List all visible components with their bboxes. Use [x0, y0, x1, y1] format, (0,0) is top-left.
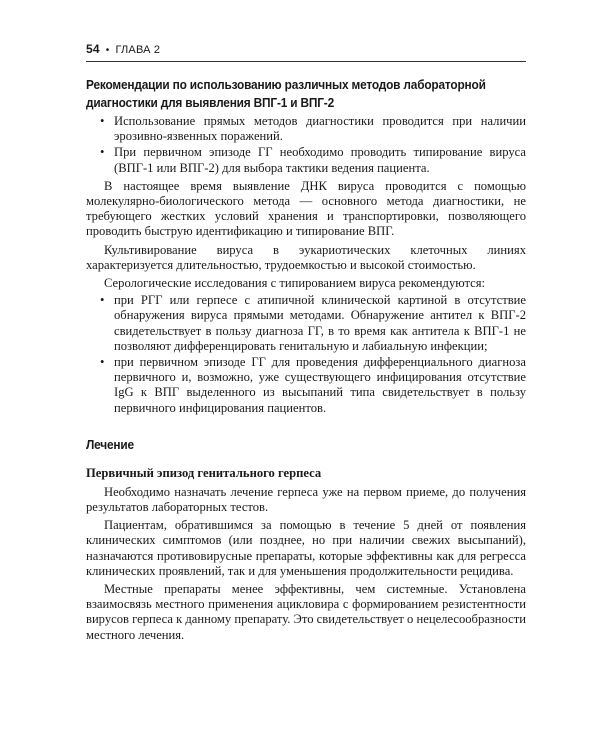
bullet-icon: •: [100, 293, 105, 308]
book-page: [86, 42, 526, 643]
subheading-primary-episode: Первичный эпизод генитального герпеса: [86, 465, 322, 480]
paragraph-dna-detection: В настоящее время выявление ДНК вируса проводится с помощью молекулярно-биологического метода — основного метода диагностики, не требующего жестких условий хранения и транспортировки, позволяющего проводить быструю идентификацию и типирование ВПГ.: [86, 178, 526, 239]
list-item-text: при РГГ или герпесе с атипичной клинической картиной в отсутствие обнаружения вируса прямыми методами. Обнаружение антител к ВПГ-2 свидетельствует в пользу диагноза ГГ, в то время как антитела к ВПГ-1 не позволяют дифференцировать генитальную и лабиальную инфекции;: [114, 293, 526, 353]
list-item: [86, 293, 526, 354]
chapter-label: ГЛАВА 2: [115, 44, 161, 56]
list-item-text: При первичном эпизоде ГГ необходимо проводить типирование вируса (ВПГ-1 или ВПГ-2) для выбора тактики ведения пациента.: [114, 145, 526, 175]
recommendation-list: [86, 114, 526, 176]
paragraph-treatment-start: Необходимо назначать лечение герпеса уже на первом приеме, до получения результатов лабораторных тестов.: [86, 484, 526, 515]
header-rule: [86, 61, 526, 62]
bullet-icon: •: [100, 145, 105, 160]
bullet-icon: •: [100, 114, 105, 128]
paragraph-topical: Местные препараты менее эффективны, чем системные. Установлена взаимосвязь местного применения ацикловира с формированием резистентности вирусов герпеса к данному препарату. Это свидетельствует о нецелесообразности местного лечения.: [86, 582, 526, 642]
paragraph-serology: Серологические исследования с типированием вируса рекомендуются:: [104, 276, 486, 291]
serology-list: [86, 293, 526, 416]
bullet-separator: •: [105, 45, 110, 56]
list-item-text: при первичном эпизоде ГГ для проведения дифференциального диагноза первичного и, возможно, уже существующего инфицирования отсутствие IgG к ВПГ выделенного из высыпаний типа свидетельствует в пользу первичного инфицирования пациентов.: [114, 355, 526, 415]
list-item: [86, 355, 526, 416]
page-number: 54: [86, 42, 100, 56]
running-head: [86, 42, 526, 58]
bullet-icon: •: [100, 355, 105, 370]
list-item-text: Использование прямых методов диагностики проводится при наличии эрозивно-язвенных поражений.: [114, 114, 526, 144]
section-heading-lab-recommendations: Рекомендации по использованию различных методов лабораторной диагностики для выявления ВПГ-1 и ВПГ-2: [86, 77, 486, 110]
list-item: [86, 145, 526, 175]
paragraph-culture: Культивирование вируса в эукариотических клеточных линиях характеризуется длительностью, трудоемкостью и высокой стоимостью.: [86, 242, 526, 272]
section-heading-treatment: Лечение: [86, 436, 134, 452]
list-item: [86, 114, 526, 144]
paragraph-antiviral: Пациентам, обратившимся за помощью в течение 5 дней от появления клинических симптомов (или позднее, но при наличии свежих высыпаний), назначаются противовирусные препараты, которые эффективны как для регресса клинических проявлений, так и для уменьшения продолжительности рецидива.: [86, 518, 526, 578]
